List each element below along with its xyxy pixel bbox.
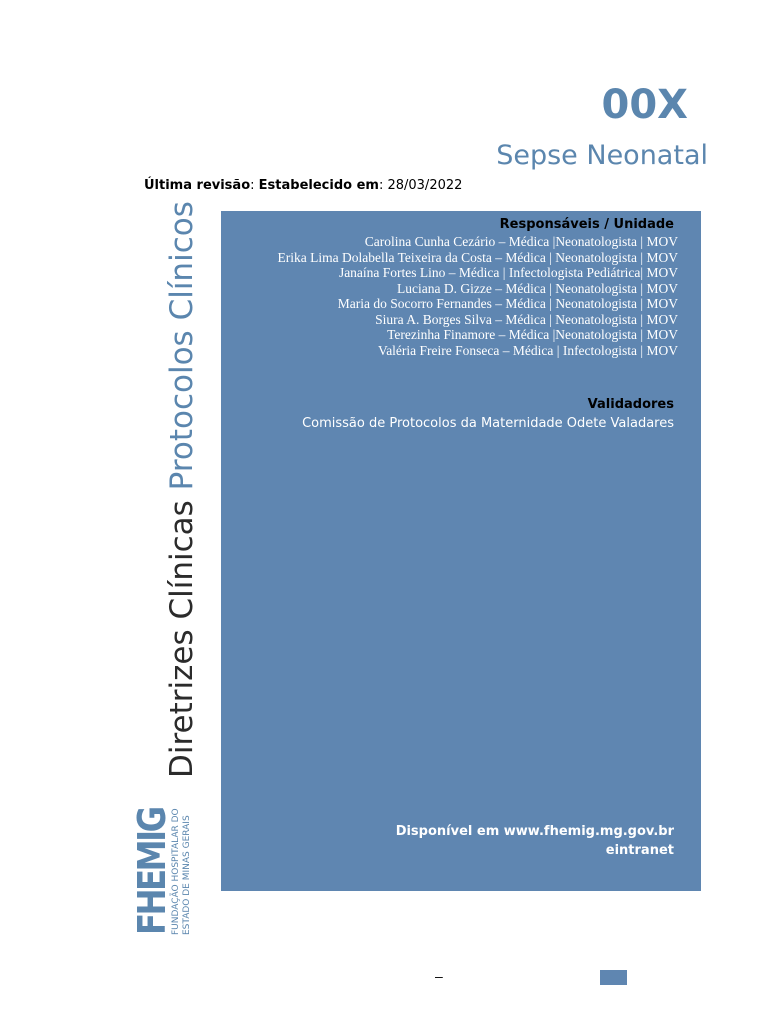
revision-line: Última revisão: Estabelecido em: 28/03/2022 bbox=[144, 178, 463, 193]
responsible-item: Valéria Freire Fonseca – Médica | Infectologista | MOV bbox=[377, 342, 678, 358]
last-revision-label: Última revisão bbox=[144, 178, 251, 193]
responsible-item: Maria do Socorro Fernandes – Médica | Neonatologista | MOV bbox=[337, 296, 678, 311]
footer-dash: – bbox=[435, 968, 443, 984]
responsibles-heading: Responsáveis / Unidade bbox=[499, 217, 674, 232]
validators-heading: Validadores bbox=[587, 397, 674, 412]
responsible-item: Erika Lima Dolabella Teixeira da Costa – Médica | Neonatologista | MOV bbox=[277, 249, 678, 265]
logo-subtitle bbox=[171, 808, 193, 935]
responsible-item: Luciana D. Gizze – Médica | Neonatologista | MOV bbox=[397, 280, 678, 296]
availability-note bbox=[396, 822, 674, 860]
responsible-item: Siura A. Borges Silva – Médica | Neonatologista | MOV bbox=[375, 311, 678, 327]
responsible-item: Carolina Cunha Cezário – Médica |Neonatologista | MOV bbox=[364, 234, 678, 249]
revision-date: 28/03/2022 bbox=[387, 178, 463, 193]
vertical-series-title bbox=[162, 201, 202, 778]
info-panel bbox=[221, 211, 701, 891]
validators-text: Comissão de Protocolos da Maternidade Odete Valadares bbox=[302, 416, 674, 431]
responsibles-list bbox=[231, 234, 678, 358]
logo-subtitle-line-1: FUNDAÇÃO HOSPITALAR DO bbox=[171, 808, 181, 935]
series-title-accent: Protocolos Clínicos bbox=[164, 201, 200, 491]
document-number: 00X bbox=[601, 82, 688, 128]
established-label: Estabelecido em bbox=[258, 178, 379, 193]
availability-line-1: Disponível em www.fhemig.mg.gov.br bbox=[395, 824, 674, 839]
responsible-item: Janaína Fortes Lino – Médica | Infectologista Pediátrica| MOV bbox=[338, 265, 678, 280]
footer-color-block bbox=[600, 970, 627, 985]
series-title-dark: Diretrizes Clínicas bbox=[164, 500, 200, 778]
logo-subtitle-line-2: ESTADO DE MINAS GERAIS bbox=[182, 815, 192, 935]
logo-wordmark: FHEMIG bbox=[130, 808, 174, 935]
fhemig-logo bbox=[130, 805, 198, 935]
document-title: Sepse Neonatal bbox=[496, 140, 708, 171]
availability-line-2: eintranet bbox=[605, 843, 674, 858]
responsible-item: Terezinha Finamore – Médica |Neonatologista | MOV bbox=[387, 327, 678, 342]
